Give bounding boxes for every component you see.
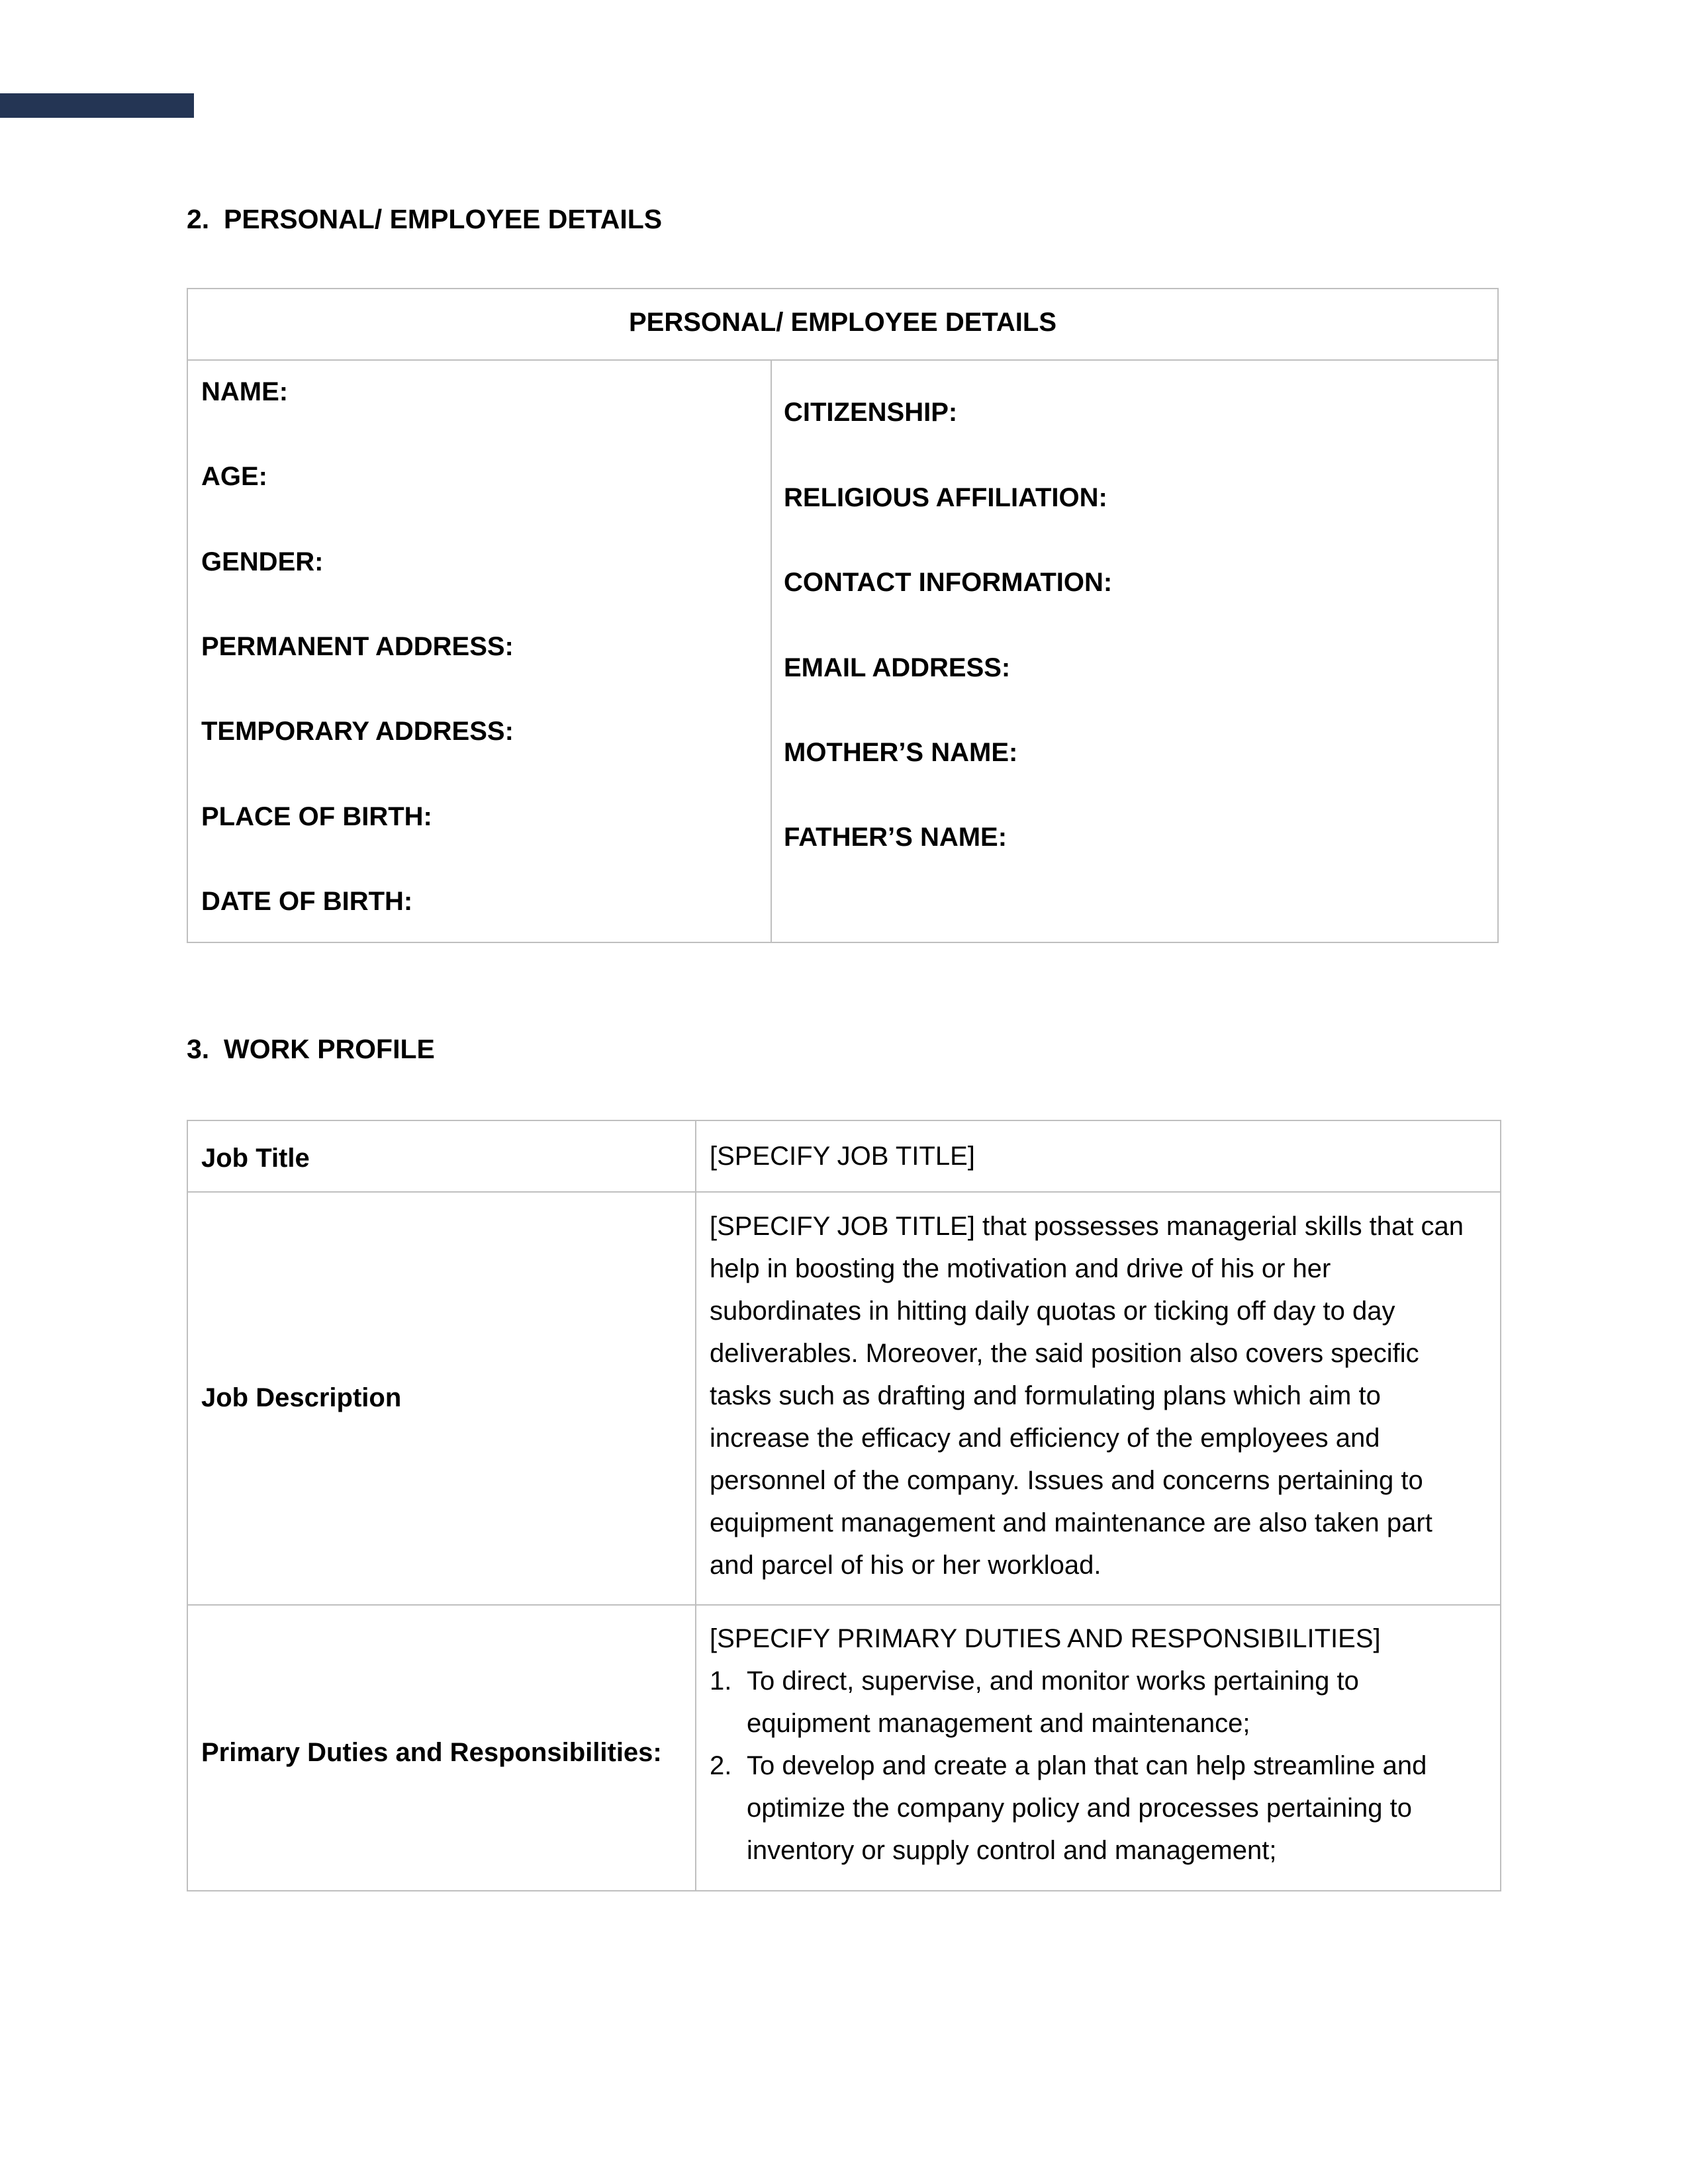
section-heading-work-profile [187, 1036, 435, 1063]
text-line: equipment management and maintenance are also taken part [710, 1508, 1432, 1537]
row-divider [188, 1191, 1500, 1193]
duties-intro: [SPECIFY PRIMARY DUTIES AND RESPONSIBILITIES] [710, 1624, 1381, 1653]
job-description-label: Job Description [201, 1383, 402, 1412]
section-number: 3. [187, 1034, 210, 1064]
text-line: personnel of the company. Issues and concerns pertaining to [710, 1466, 1423, 1495]
field-mothers-name-label: MOTHER’S NAME: [784, 738, 1018, 767]
field-religious-affiliation-label: RELIGIOUS AFFILIATION: [784, 483, 1107, 512]
text-line: subordinates in hitting daily quotas or ticking off day to day [710, 1297, 1395, 1326]
row-divider [188, 1604, 1500, 1606]
list-item [710, 1745, 1484, 1872]
column-divider [695, 1121, 696, 1890]
primary-duties-content [710, 1617, 1484, 1872]
job-title-label: Job Title [201, 1144, 310, 1173]
list-item-number: 1. [710, 1666, 732, 1696]
text-line: tasks such as drafting and formulating plans which aim to [710, 1381, 1381, 1410]
field-age-label: AGE: [201, 462, 267, 491]
field-permanent-address-label: PERMANENT ADDRESS: [201, 632, 514, 661]
text-line: increase the efficacy and efficiency of the employees and [710, 1424, 1380, 1453]
text-line: help in boosting the motivation and drive of his or her [710, 1254, 1331, 1283]
header-accent-bar [0, 93, 194, 118]
column-divider [771, 361, 772, 943]
field-temporary-address-label: TEMPORARY ADDRESS: [201, 717, 514, 746]
field-fathers-name-label: FATHER’S NAME: [784, 823, 1008, 852]
section-number: 2. [187, 204, 210, 234]
personal-details-table-header: PERSONAL/ EMPLOYEE DETAILS [188, 289, 1497, 361]
field-citizenship-label: CITIZENSHIP: [784, 398, 958, 427]
list-item-number: 2. [710, 1751, 732, 1780]
text-line: inventory or supply control and management; [747, 1836, 1277, 1865]
field-name-label: NAME: [201, 377, 289, 406]
text-line: equipment management and maintenance; [747, 1709, 1250, 1738]
text-line: To direct, supervise, and monitor works pertaining to [747, 1666, 1359, 1696]
work-profile-table [187, 1120, 1501, 1891]
section-title: PERSONAL/ EMPLOYEE DETAILS [224, 204, 663, 234]
text-line: optimize the company policy and processes pertaining to [747, 1794, 1412, 1823]
list-item [710, 1660, 1484, 1745]
primary-duties-label: Primary Duties and Responsibilities: [201, 1738, 662, 1767]
text-line: and parcel of his or her workload. [710, 1551, 1102, 1580]
field-gender-label: GENDER: [201, 547, 324, 576]
field-date-of-birth-label: DATE OF BIRTH: [201, 887, 413, 916]
field-contact-information-label: CONTACT INFORMATION: [784, 568, 1113, 597]
text-line: [SPECIFY JOB TITLE] that possesses managerial skills that can [710, 1212, 1464, 1241]
duties-list [710, 1660, 1484, 1872]
job-title-value: [SPECIFY JOB TITLE] [710, 1142, 975, 1171]
field-email-address-label: EMAIL ADDRESS: [784, 653, 1011, 682]
text-line: deliverables. Moreover, the said position also covers specific [710, 1339, 1419, 1368]
field-place-of-birth-label: PLACE OF BIRTH: [201, 802, 432, 831]
text-line: To develop and create a plan that can help streamline and [747, 1751, 1427, 1780]
section-heading-personal-details [187, 206, 662, 233]
section-title: WORK PROFILE [224, 1034, 435, 1064]
personal-details-table [187, 288, 1499, 943]
job-description-text [710, 1205, 1484, 1586]
